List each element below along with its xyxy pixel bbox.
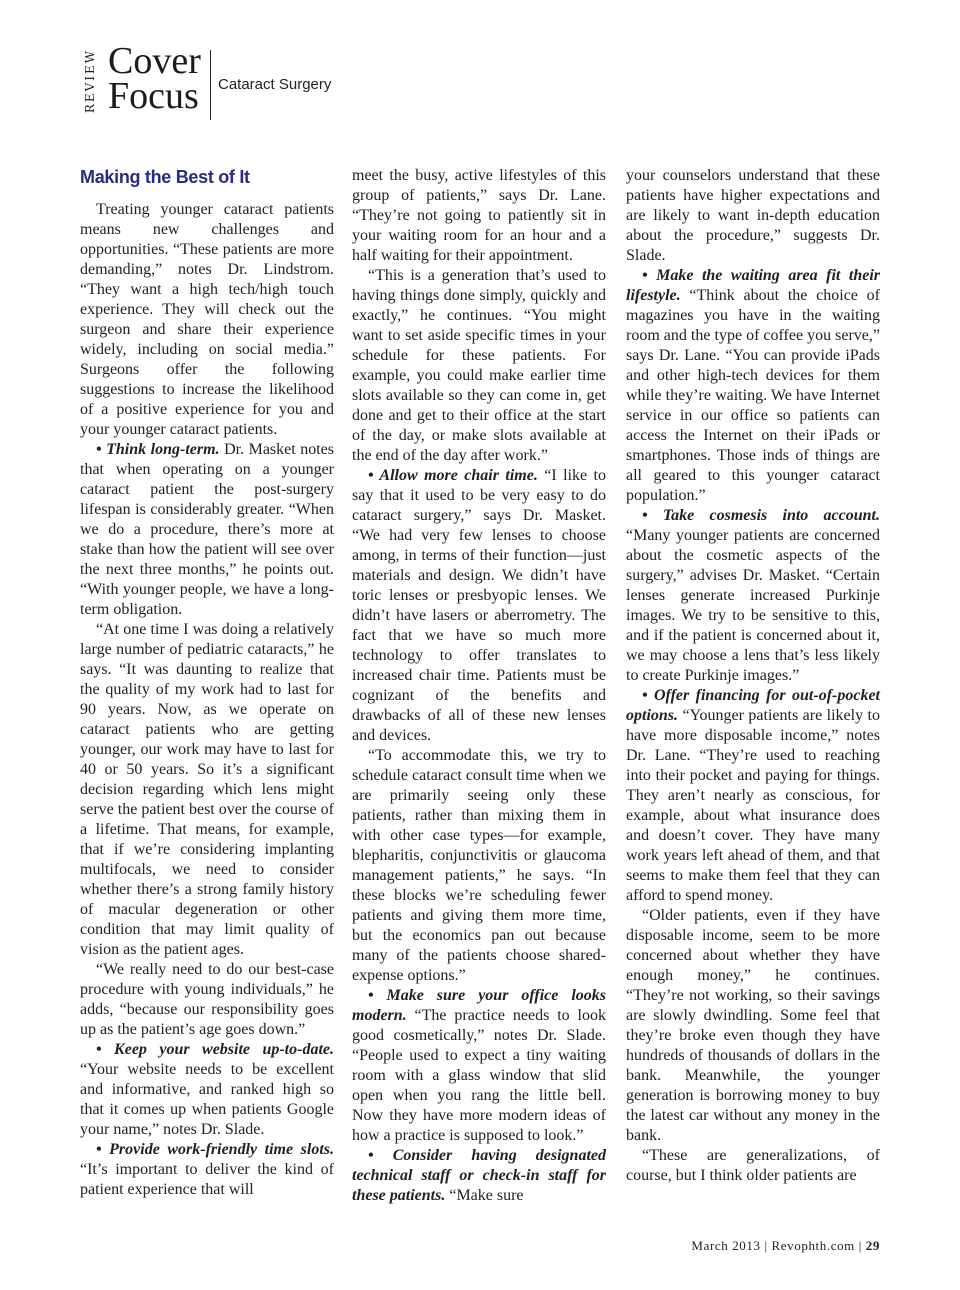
paragraph: Treating younger cataract patients means new challenges and opportunities. “These patients are more demanding,” notes Dr. Lindstrom. “They want a high tech/high touch experience. They will check out the surgeon and share their experience widely, including on social media.” Surgeons offer the following suggestions to increase the likelihood of a positive experience for you and your younger cataract patients. (80, 201, 334, 438)
paragraph: “These are generalizations, of course, but I think older patients are (626, 1147, 880, 1184)
section-heading: Making the Best of It (80, 167, 250, 187)
bullet-lead: • Make sure your office looks modern. (352, 987, 606, 1024)
paragraph: • Think long-term. Dr. Masket notes that when operating on a younger cataract patient the post-surgery lifespan is considerably greater. “When we do a procedure, there’s more at stake than how the patient will see over the next three months,” he points out. “With younger people, we have a long-term obligation. (80, 441, 335, 618)
section-label: Cataract Surgery (218, 76, 332, 93)
page-footer (691, 1238, 880, 1254)
paragraph: • Consider having designated technical staff or check-in staff for these patients. “Make sure (352, 1147, 606, 1204)
header-divider (210, 50, 211, 120)
bullet-lead: • Offer financing for out-of-pocket options. (626, 687, 880, 724)
paragraph: • Allow more chair time. “I like to say that it used to be very easy to do cataract surgery,” says Dr. Masket. “We had very few lenses to choose among, in terms of their function—just materials and design. We didn’t have toric lenses or presbyopic lenses. We didn’t have lasers or aberrometry. The fact that we have so much more technology to offer translates to increased chair time. Patients must be cognizant of the benefits and drawbacks of all of these new lenses and devices. (352, 467, 606, 744)
article-column-2 (352, 166, 606, 1206)
bullet-lead: • Think long-term. (96, 441, 220, 458)
bullet-lead: • Allow more chair time. (368, 467, 538, 484)
paragraph: • Take cosmesis into account. “Many younger patients are concerned about the cosmetic aspects of the surgery,” advises Dr. Masket. “Certain lenses generate increased Purkinje images. We try to be sensitive to this, and if the patient is concerned about it, we may choose a lens that’s less likely to create Purkinje images.” (626, 507, 880, 684)
bullet-lead: • Provide work-friendly time slots. (96, 1141, 334, 1158)
cover-line-2: Focus (108, 75, 199, 117)
bullet-lead: • Keep your website up-to-date. (96, 1041, 334, 1058)
article-column-1 (80, 166, 334, 1200)
article-column-3 (626, 166, 880, 1186)
bullet-lead: • Consider having designated technical staff or check-in staff for these patients. (352, 1147, 606, 1204)
paragraph: • Offer financing for out-of-pocket options. “Younger patients are likely to have more disposable income,” notes Dr. Lane. “They’re used to reaching into their pocket and paying for things. They aren’t nearly as conscious, for example, about what insurance does and doesn’t cover. They have many work years left ahead of them, and that seems to make them feel that they can afford to spend money. (626, 687, 880, 904)
paragraph: “At one time I was doing a relatively large number of pediatric cataracts,” he says. “It was daunting to realize that the quality of my work had to last for 90 years. Now, as we operate on cataract patients who are getting younger, our work may have to last for 40 or 50 years. So it’s a significant decision regarding which lens might serve the patient best over the course of a lifetime. That means, for example, that if we’re considering implanting multifocals, we need to consider whether there’s a strong family history of macular degeneration or other condition that may limit quality of vision as the patient ages. (80, 621, 334, 958)
bullet-lead: • Make the waiting area fit their lifestyle. (626, 267, 880, 304)
review-label: REVIEW (83, 48, 97, 114)
paragraph: • Keep your website up-to-date. “Your website needs to be excellent and informative, and ranked high so that it comes up when patients Google your name,” notes Dr. Slade. (80, 1041, 334, 1138)
bullet-lead: • Take cosmesis into account. (642, 507, 880, 524)
footer-text: March 2013 | Revophth.com | (691, 1238, 866, 1253)
cover-line-1: Cover (108, 40, 201, 82)
paragraph: your counselors understand that these patients have higher expectations and are likely to want in-depth education about the procedure,” suggests Dr. Slade. (626, 167, 880, 264)
paragraph: • Provide work-friendly time slots. “It’s important to deliver the kind of patient experience that will (80, 1141, 334, 1198)
paragraph: “To accommodate this, we try to schedule cataract consult time when we are primarily seeing only these patients, rather than mixing them in with other case types—for example, blepharitis, conjunctivitis or glaucoma management patients,” he says. “In these blocks we’re scheduling fewer patients and giving them more time, but the economics pan out because many of the patients choose shared-expense options.” (352, 747, 606, 984)
paragraph: • Make sure your office looks modern. “The practice needs to look good cosmetically,” notes Dr. Slade. “People used to expect a tiny waiting room with a glass window that slid open when you rang the little bell. Now they have more modern ideas of how a practice is supposed to look.” (352, 987, 606, 1144)
cover-focus-title (108, 40, 201, 117)
paragraph: meet the busy, active lifestyles of this group of patients,” says Dr. Lane. “They’re not going to patiently sit in your waiting room for an hour and a half waiting for their appointment. (352, 167, 606, 264)
paragraph: “We really need to do our best-case procedure with young individuals,” he adds, “because our responsibility goes up as the patient’s age goes down.” (80, 961, 334, 1038)
paragraph: “Older patients, even if they have disposable income, seem to be more concerned about whether they have enough money,” he continues. “They’re not working, so their savings are slowly dwindling. Some feel that they’re broke even though they have hundreds of thousands of dollars in the bank. Meanwhile, the younger generation is borrowing money to buy the latest car without any money in the bank. (626, 907, 880, 1144)
paragraph: “This is a generation that’s used to having things done simply, quickly and exactly,” he continues. “You might want to set aside specific times in your schedule for these patients. For example, you could make earlier time slots available so they can come in, get done and get to their office at the start of the day, or make slots available at the end of the day after work.” (352, 267, 606, 464)
paragraph: • Make the waiting area fit their lifestyle. “Think about the choice of magazines you have in the waiting room and the type of coffee you serve,” says Dr. Lane. “You can provide iPads and other high-tech devices for them while they’re waiting. We have Internet service in our office so patients can access the Internet on their iPads or smartphones. Those inds of things are all geared to this younger cataract population.” (626, 267, 880, 504)
page-number: 29 (865, 1238, 880, 1253)
